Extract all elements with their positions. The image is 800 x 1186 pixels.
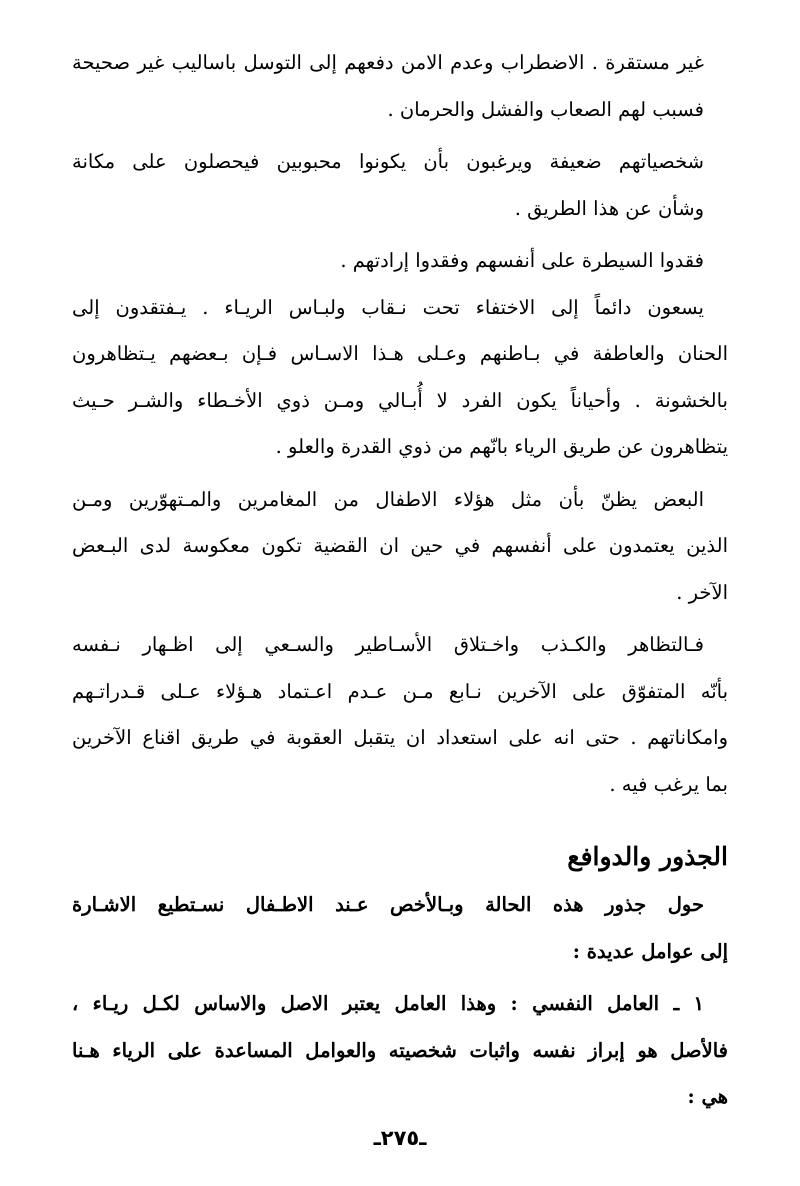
paragraph-lost-control (72, 238, 728, 285)
paragraph-psychological-factor (72, 981, 728, 1121)
text-line: وشأن عن هذا الطريق . (514, 196, 704, 220)
text-line: بأنّه المتفوّق على الآخرين نـابع مـن عـدم اعـتماد هـؤلاء عـلى قـدراتـهم (72, 679, 728, 703)
text-line: وامكاناتهم . حتى انه على استعداد ان يتقبل العقوبة في طريق اقناع الآخرين (72, 726, 728, 749)
text-line: البعض يظنّ بأن مثل هؤلاء الاطفال من المغامرين والمـتهوّرين ومـن (72, 487, 704, 511)
text-line: بما يرغب فيه . (609, 772, 728, 796)
text-line: الحنان والعاطفة في بـاطنهم وعـلى هـذا الاسـاس فـإن بـعضهم يـتظاهرون (72, 342, 728, 365)
text-line: الذين يعتمدون على أنفسهم في حين ان القضية تكون معكوسة لدى البـعض (72, 534, 728, 557)
text-line: فقدوا السيطرة على أنفسهم وفقدوا إرادتهم . (340, 249, 704, 272)
section-heading: الجذور والدوافع (567, 842, 728, 871)
text-line: فـالتظاهر والكـذب واخـتلاق الأسـاطير والسـعي إلى اظـهار نـفسه (72, 633, 704, 656)
paragraph-hypocrisy (72, 285, 728, 471)
paragraph-pretense (72, 622, 728, 808)
text-line: يسعون دائماً إلى الاختفاء تحت نـقاب ولبـاس الريـاء . يـفتقدون إلى (72, 295, 704, 319)
paragraph-roots (72, 882, 728, 975)
text-line: هي : (687, 1085, 728, 1108)
text-line: فسبب لهم الصعاب والفشل والحرمان . (387, 97, 704, 121)
text-line: إلى عوامل عديدة : (572, 939, 728, 963)
page-number: ـ٢٧٥ـ (373, 1126, 427, 1150)
text-line: شخصياتهم ضعيفة ويرغبون بأن يكونوا محبوبين فيحصلون على مكانة (72, 150, 704, 173)
document-page (72, 40, 728, 1121)
paragraph-weak-personalities (72, 139, 728, 232)
text-line: فالأصل هو إبراز نفسه واثبات شخصيته والعوامل المساعدة على الرياء هـنا (72, 1038, 728, 1062)
text-line: بالخشونة . وأحياناً يكون الفرد لا أُبـالي ومـن ذوي الأخـطاء والشـر حـيث (72, 388, 728, 412)
text-line: الآخر . (676, 580, 728, 604)
text-line: حول جذور هذه الحالة وبـالأخص عـند الاطـفال نسـتطيع الاشـارة (72, 893, 704, 916)
paragraph-adventurers (72, 477, 728, 617)
paragraph-unstable (72, 40, 728, 133)
text-line: ١ ـ العامل النفسي : وهذا العامل يعتبر الاصل والاساس لكـل ريـاء ، (72, 992, 704, 1015)
text-line: غير مستقرة . الاضطراب وعدم الامن دفعهم إلى التوسل باساليب غير صحيحة (72, 51, 704, 74)
text-line: يتظاهرون عن طريق الرياء بانّهم من ذوي القدرة والعلو . (275, 435, 728, 458)
